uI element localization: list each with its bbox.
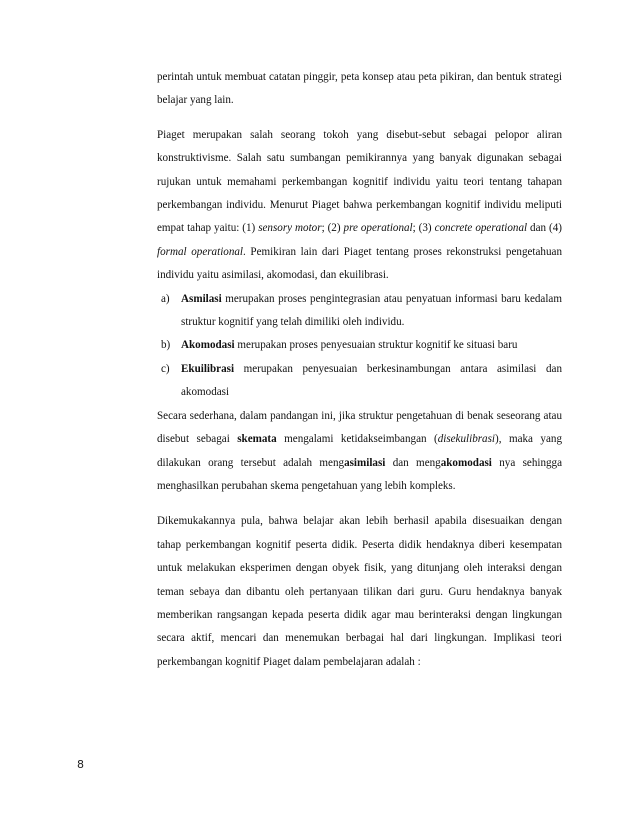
list-marker: a) <box>161 292 170 305</box>
list-term: Akomodasi <box>181 339 235 352</box>
term-sensory-motor: sensory motor <box>258 222 322 235</box>
paragraph-intro-continuation: perintah untuk membuat catatan pinggir, peta konsep atau peta pikiran, dan bentuk strategi belajar yang lain. <box>157 71 562 107</box>
list-item-akomodasi: b) Akomodasi merupakan proses penyesuaian struktur kognitif ke situasi baru <box>157 334 562 357</box>
paragraph-skemata: Secara sederhana, dalam pandangan ini, jika struktur pengetahuan di benak seseorang atau disebut sebagai skemata mengalami ketidakseimbangan (disekulibrasi), maka yang dilakukan orang tersebut adalah mengasimilasi dan mengakomodasi nya sehingga menghasilkan perubahan skema pengetahuan yang lebih kompleks. <box>157 409 563 492</box>
list-term: Ekuilibrasi <box>181 362 235 375</box>
paragraph-implikasi: Dikemukakannya pula, bahwa belajar akan lebih berhasil apabila disesuaikan dengan tahap perkembangan kognitif peserta didik. Peserta didik hendaknya diberi kesempatan untuk melakukan eksperimen dengan obyek fisik, yang ditunjang oleh interaksi dengan teman sebaya dan dibantu oleh pertanyaan tilikan dari guru. Guru hendaknya banyak memberikan rangsangan kepada peserta didik agar mau berinteraksi dengan lingkungan secara aktif, mencari dan menemukan berbagai hal dari lingkungan. Implikasi teori perkembangan kognitif Piaget dalam pembelajaran adalah : <box>157 515 562 668</box>
paragraph-piaget: Piaget merupakan salah seorang tokoh yang disebut-sebut sebagai pelopor aliran konstruktivisme. Salah satu sumbangan pemikirannya yang banyak digunakan sebagai rujukan untuk memahami perkembangan kognitif individu yaitu teori tentang tahapan perkembangan individu. Menurut Piaget bahwa perkembangan kognitif individu meliputi empat tahap yaitu: (1) sensory motor; (2) pre operational; (3) concrete operational dan (4) formal operational. Pemikiran lain dari Piaget tentang proses rekonstruksi pengetahuan individu yaitu asimilasi, akomodasi, dan ekuilibrasi. <box>157 128 562 282</box>
page-number: 8 <box>77 758 84 771</box>
list-term: Asmilasi <box>181 292 222 305</box>
concept-list <box>157 288 562 405</box>
term-disekulibrasi: disekulibrasi <box>437 433 496 446</box>
list-marker: b) <box>161 339 171 352</box>
list-item-ekuilibrasi: c) Ekuilibrasi merupakan penyesuaian berkesinambungan antara asimilasi dan akomodasi <box>157 358 562 405</box>
term-pre-operational: pre operational <box>343 222 413 235</box>
list-item-asimilasi: a) Asmilasi merupakan proses pengintegrasian atau penyatuan informasi baru kedalam struktur kognitif yang telah dimiliki oleh individu. <box>157 288 562 335</box>
term-akomodasi: akomodasi <box>440 456 492 469</box>
term-asimilasi: asimilasi <box>344 456 386 469</box>
body-text <box>157 66 562 674</box>
term-concrete-operational: concrete operational <box>434 222 528 235</box>
term-formal-operational: formal operational <box>157 245 243 258</box>
list-marker: c) <box>161 362 170 375</box>
term-skemata: skemata <box>237 433 277 446</box>
